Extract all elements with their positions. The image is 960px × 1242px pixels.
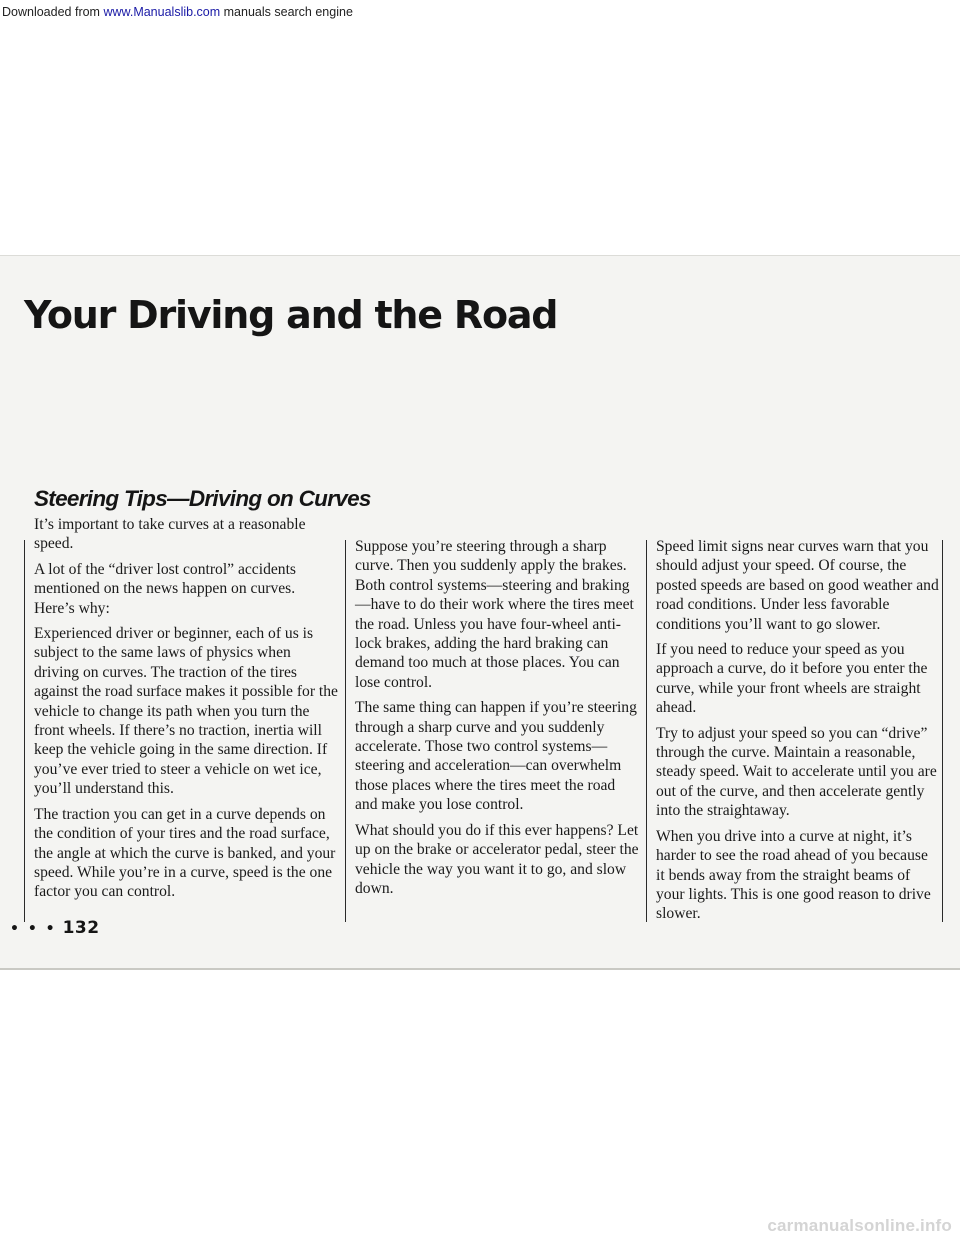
banner-prefix: Downloaded from	[2, 5, 104, 19]
section-heading: Steering Tips—Driving on Curves	[34, 486, 371, 511]
paragraph: Speed limit signs near curves warn that you should adjust your speed. Of course, the posted speeds are based on good weather and road conditions. Under less favorable conditions you’ll want to go slower.	[656, 538, 939, 633]
text-column-1	[34, 515, 339, 908]
page-title: Your Driving and the Road	[24, 293, 558, 337]
paragraph: What should you do if this ever happens? Let up on the brake or accelerator pedal, steer the vehicle the way you want it to go, and slow down.	[355, 821, 639, 897]
manualslib-link[interactable]: www.Manualslib.com	[103, 5, 221, 19]
page-footer	[10, 918, 100, 938]
paragraph: Try to adjust your speed so you can “drive” through the curve. Maintain a reasonable, steady speed. Wait to accelerate until you are out of the curve, and then accelerate gently into the straightaway.	[656, 724, 937, 820]
page-number: 132	[62, 918, 100, 938]
paragraph: Suppose you’re steering through a sharp curve. Then you suddenly apply the brakes. Both control systems—steering and braking—have to do their work where the tires meet the road. Unless you have four-wheel anti-lock brakes, adding the hard braking can demand too much at those places. You can lose control.	[355, 538, 634, 691]
paragraph: A lot of the “driver lost control” accidents mentioned on the news happen on curves. Here’s why:	[34, 560, 296, 617]
paragraph: The same thing can happen if you’re steering through a sharp curve and you suddenly accelerate. Those two control systems—steering and acceleration—can overwhelm those places where the tires meet the road and make you lose control.	[355, 699, 637, 814]
banner-suffix: manuals search engine	[220, 5, 353, 19]
column-rule-1	[24, 540, 25, 922]
page-marker: • • •	[10, 921, 57, 937]
column-rule-3	[646, 540, 647, 922]
column-rule-2	[345, 540, 346, 922]
paragraph: When you drive into a curve at night, it’s harder to see the road ahead of you because it bends away from the straight beams of your lights. This is one good reason to drive slower.	[656, 827, 931, 923]
watermark: carmanualsonline.info	[767, 1216, 952, 1235]
paragraph: Experienced driver or beginner, each of us is subject to the same laws of physics when driving on curves. The traction of the tires against the road surface makes it possible for the vehicle to change its path when you turn the front wheels. If there’s no traction, inertia will keep the vehicle going in the same direction. If you’ve ever tried to steer a vehicle on wet ice, you’ll understand this.	[34, 625, 338, 798]
download-banner	[0, 0, 960, 30]
column-rule-4	[942, 540, 943, 922]
paragraph: It’s important to take curves at a reasonable speed.	[34, 516, 306, 553]
text-column-2	[355, 537, 639, 904]
paragraph: If you need to reduce your speed as you approach a curve, do it before you enter the curve, while your front wheels are straight ahead.	[656, 641, 928, 717]
paragraph: The traction you can get in a curve depends on the condition of your tires and the road surface, the angle at which the curve is banked, and your speed. While you’re in a curve, speed is the one factor you can control.	[34, 805, 336, 901]
text-column-3	[656, 537, 940, 930]
